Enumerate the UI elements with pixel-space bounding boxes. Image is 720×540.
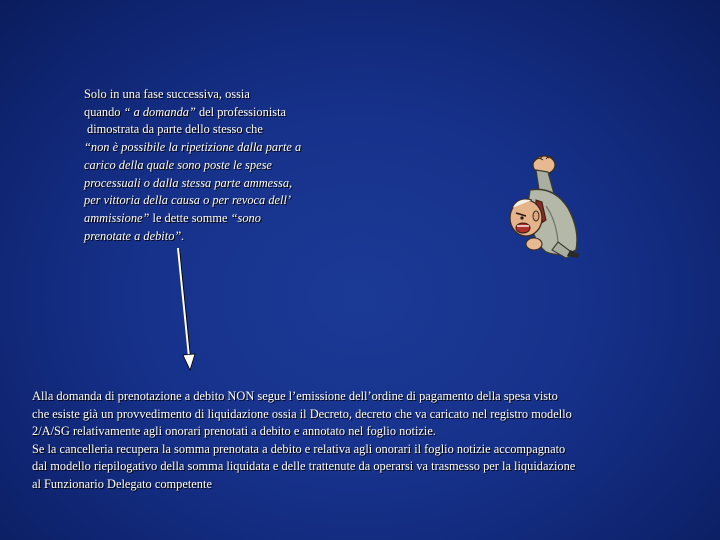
top-line-1: Solo in una fase successiva, ossia [84, 87, 250, 101]
bottom-line-6: al Funzionario Delegato competente [32, 476, 212, 491]
bottom-line-4: Se la cancelleria recupera la somma prenotata a debito e relativa agli onorari il foglio notizie accompagnato [32, 441, 566, 456]
top-line-4: “non è possibile la ripetizione dalla parte a [84, 140, 302, 155]
top-line-2a: quando [84, 104, 124, 119]
top-line-8b: le dette somme [149, 210, 231, 225]
top-line-2c: del professionista [195, 104, 287, 119]
bottom-line-2: che esiste già un provvedimento di liquidazione ossia il Decreto, decreto che va caricato nel registro modello [32, 406, 572, 421]
top-line-2b: “ a domanda” [123, 104, 196, 119]
bottom-line-5: dal modello riepilogativo della somma liquidata e delle trattenute da operarsi va trasmesso per la liquidazione [32, 459, 576, 474]
bottom-line-3: 2/A/SG relativamente agli onorari prenotati a debito e annotato nel foglio notizie. [32, 424, 436, 439]
top-line-2 [84, 104, 354, 122]
top-line-6: processuali o dalla stessa parte ammessa, [84, 175, 293, 190]
top-line-9: prenotate a debito”. [84, 228, 185, 243]
bottom-paragraph [32, 388, 702, 494]
down-arrow-icon [170, 245, 200, 375]
angry-man-clipart-icon [496, 150, 586, 260]
bottom-line-1: Alla domanda di prenotazione a debito NON segue l’emissione dell’ordine di pagamento della spesa visto [32, 389, 558, 403]
top-line-8a: ammissione” [84, 210, 150, 225]
top-line-5: carico della quale sono poste le spese [84, 157, 272, 172]
top-line-3: dimostrata da parte dello stesso che [87, 122, 263, 137]
top-line-7: per vittoria della causa o per revoca dell’ [84, 193, 292, 208]
top-line-8c: “sono [230, 210, 261, 225]
top-line-8 [84, 210, 354, 228]
top-paragraph [84, 86, 354, 245]
